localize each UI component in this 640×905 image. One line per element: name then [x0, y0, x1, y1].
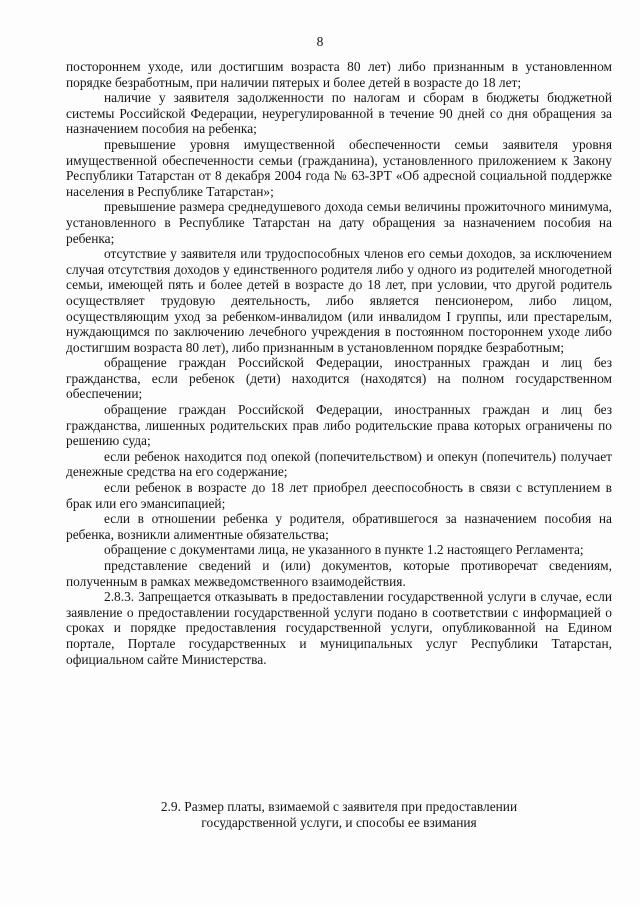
- paragraph-clause-2-8-3: 2.8.3. Запрещается отказывать в предоставлении государственной услуги в случае, если заявление о предоставлении государственной услуги подано в соответствии с информацией о сроках и порядке предоставления государственной услуги, опубликованной на Едином портале, Портале государственных и муниципальных услуг Республики Татарстан, официальном сайте Министерства.: [66, 589, 612, 667]
- paragraph-emancipation: если ребенок в возрасте до 18 лет приобрел дееспособность в связи с вступлением в брак или его эмансипацией;: [66, 480, 612, 511]
- section-heading: [66, 799, 612, 831]
- page-number: 8: [316, 34, 324, 49]
- paragraph-conflicting-documents: представление сведений и (или) документов, которые противоречат сведениям, полученным в рамках межведомственного взаимодействия.: [66, 558, 612, 589]
- document-body: [66, 59, 612, 667]
- section-heading-line-2: государственной услуги, и способы ее взимания: [201, 815, 477, 830]
- paragraph-tax-debt: наличие у заявителя задолженности по налогам и сборам в бюджеты бюджетной системы Российской Федерации, неурегулированной в течение 90 дней со дня обращения за назначением пособия на ребенка;: [66, 90, 612, 137]
- paragraph-guardianship: если ребенок находится под опекой (попечительством) и опекун (попечитель) получает денежные средства на его содержание;: [66, 448, 612, 480]
- paragraph-alimony: если в отношении ребенка у родителя, обратившегося за назначением пособия на ребенка, возникли алиментные обязательства;: [66, 511, 612, 542]
- paragraph-income-excess: превышение размера среднедушевого дохода семьи величины прожиточного минимума, установленного в Республике Татарстан на дату обращения за назначением пособия на ребенка;: [66, 199, 612, 246]
- paragraph-state-support: обращение граждан Российской Федерации, иностранных граждан и лиц без гражданства, если ребенок (дети) находится (находятся) на полном государственном обеспечении;: [66, 355, 612, 402]
- paragraph-property-level: превышение уровня имущественной обеспеченности семьи заявителя уровня имущественной обеспеченности семьи (гражданина), установленного приложением к Закону Республики Татарстан от 8 декабря 2004 года № 63-ЗРТ «Об адресной социальной поддержке населения в Республике Татарстан»;: [66, 136, 612, 199]
- paragraph-deprived-rights: обращение граждан Российской Федерации, иностранных граждан и лиц без гражданства, лишенных родительских прав либо родительские права которых ограничены по решению суда;: [66, 402, 612, 449]
- paragraph-no-income: отсутствие у заявителя или трудоспособных членов его семьи доходов, за исключением случая отсутствия доходов у единственного родителя либо у одного из родителей многодетной семьи, имеющей пять и более детей в возрасте до 18 лет, при условии, что другой родитель осуществляет трудовую деятельность, либо является пенсионером, либо лицом, осуществляющим уход за ребенком-инвалидом (или инвалидом I группы, или престарелым, нуждающимся по заключению лечебного учреждения в постоянном постороннем уходе либо достигшим возраста 80 лет), либо признанным в установленном порядке безработным;: [66, 246, 612, 355]
- paragraph-continuation: постороннем уходе, или достигшим возраста 80 лет) либо признанным в установленном порядке безработным, при наличии пятерых и более детей в возрасте до 18 лет;: [66, 59, 612, 90]
- section-heading-line-1: 2.9. Размер платы, взимаемой с заявителя при предоставлении: [160, 799, 518, 814]
- paragraph-unlisted-person: обращение с документами лица, не указанного в пункте 1.2 настоящего Регламента;: [104, 542, 584, 558]
